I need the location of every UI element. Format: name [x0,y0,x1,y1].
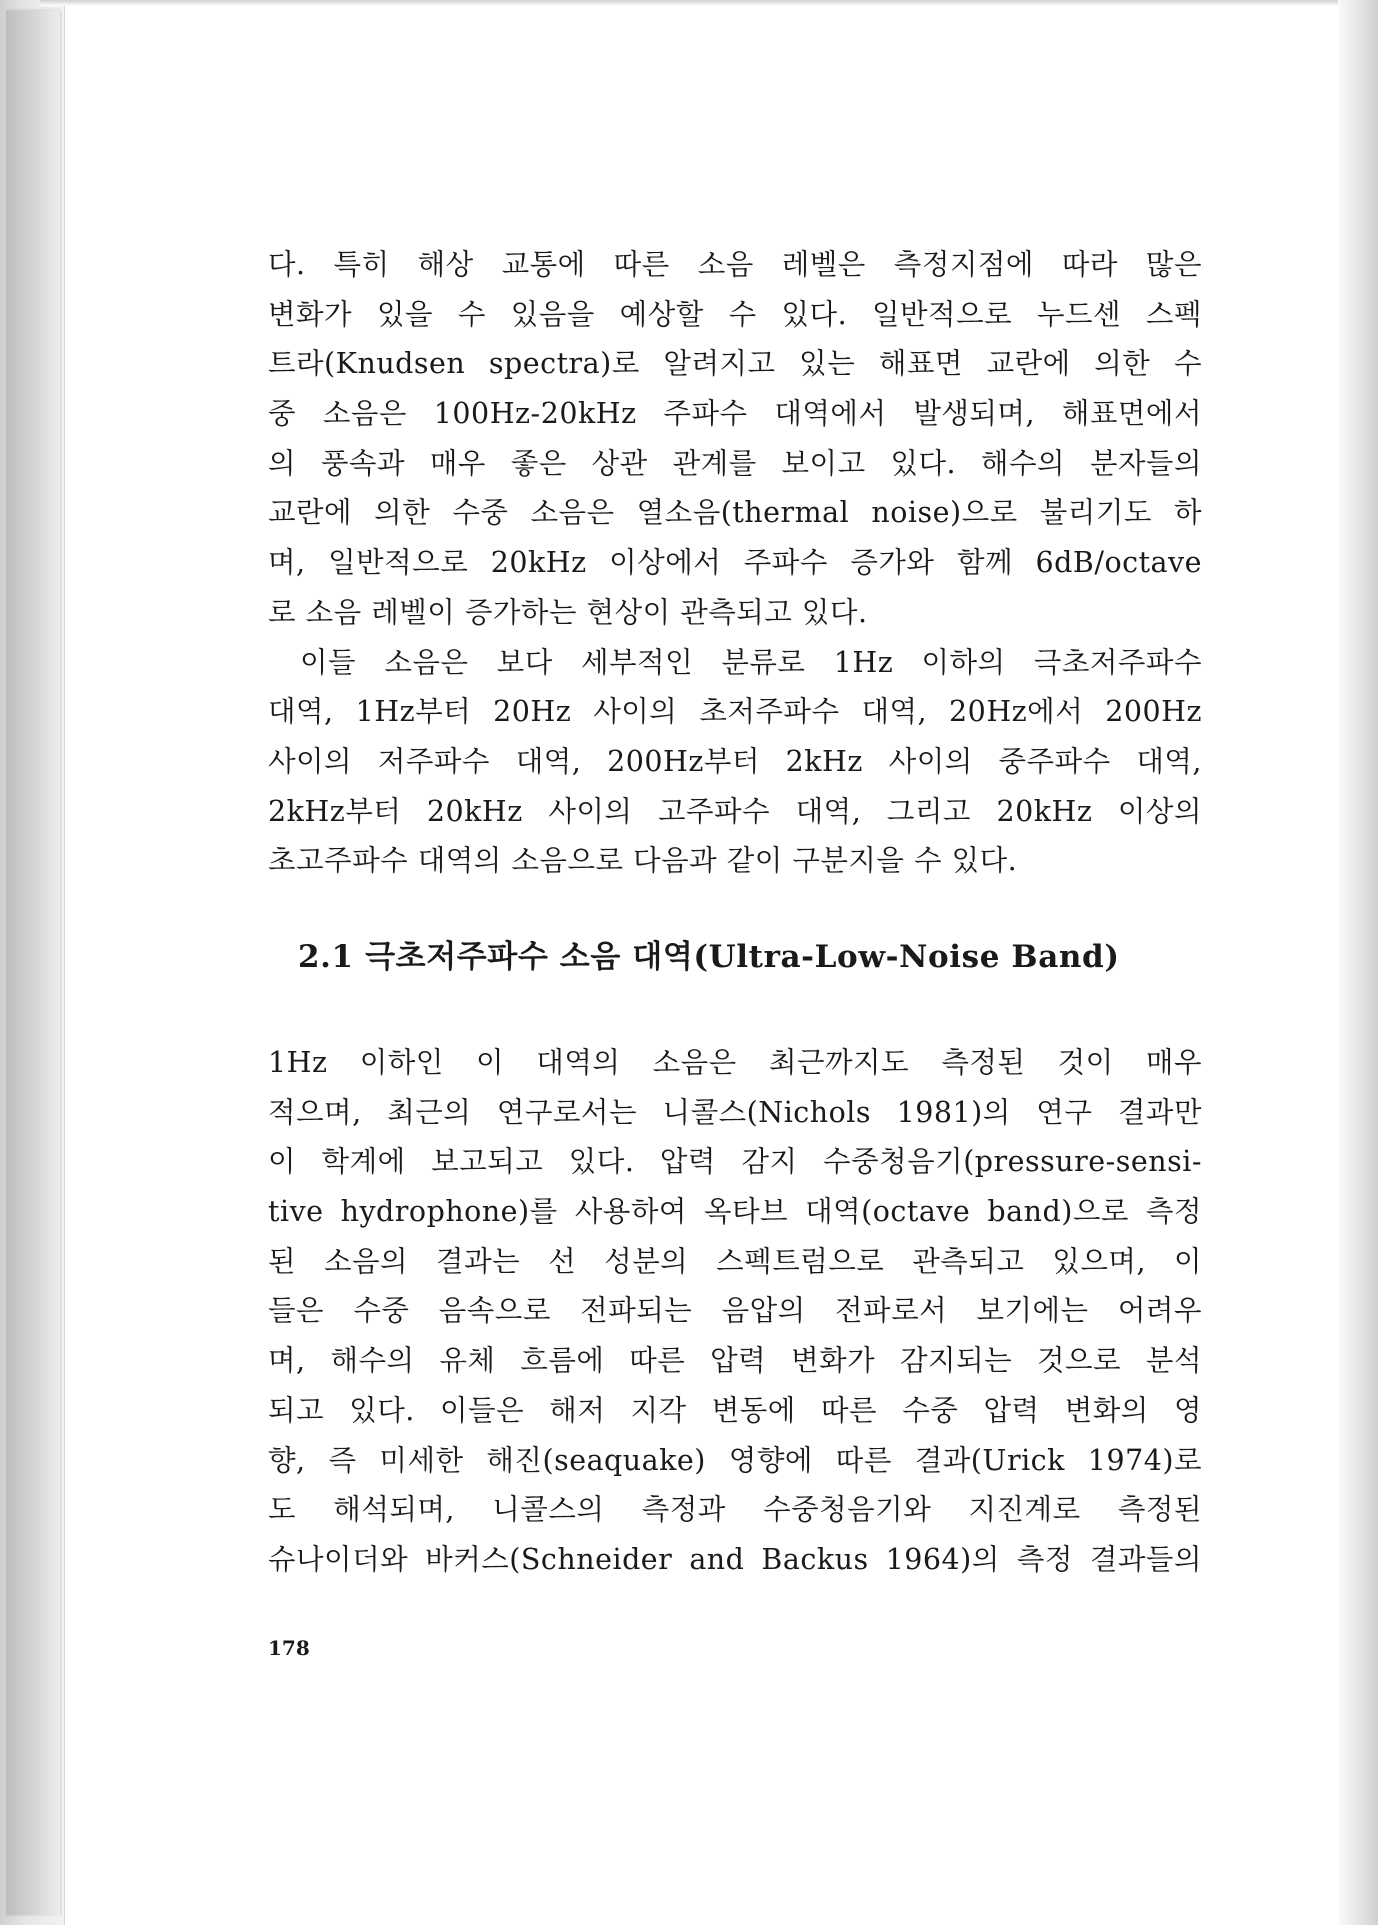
text-line: tive hydrophone)를 사용하여 옥타브 대역(octave band)으로 측정 [268,1195,1202,1229]
text-line: 며, 해수의 유체 흐름에 따른 압력 변화가 감지되는 것으로 분석 [268,1344,1202,1378]
text-line: 트라(Knudsen spectra)로 알려지고 있는 해표면 교란에 의한 수 [268,347,1202,381]
page-edge-stack [6,10,60,1915]
text-line: 교란에 의한 수중 소음은 열소음(thermal noise)으로 불리기도 하 [268,496,1202,530]
text-line: 초고주파수 대역의 소음으로 다음과 같이 구분지을 수 있다. [268,844,1018,878]
page-top-edge [40,0,1340,6]
text-line: 중 소음은 100Hz-20kHz 주파수 대역에서 발생되며, 해표면에서 [268,397,1202,431]
section-heading: 2.1 극초저주파수 소음 대역(Ultra-Low-Noise Band) [298,939,1120,975]
text-line: 1Hz 이하인 이 대역의 소음은 최근까지도 측정된 것이 매우 [268,1046,1202,1079]
text-line: 2kHz부터 20kHz 사이의 고주파수 대역, 그리고 20kHz 이상의 [268,794,1202,828]
paragraph-1 [268,240,1202,638]
text-line: 향, 즉 미세한 해진(seaquake) 영향에 따른 결과(Urick 1974)로 [268,1443,1202,1477]
text-line: 되고 있다. 이들은 해저 지각 변동에 따른 수중 압력 변화의 영 [268,1393,1202,1427]
text-line: 된 소음의 결과는 선 성분의 스펙트럼으로 관측되고 있으며, 이 [268,1244,1202,1278]
text-line: 변화가 있을 수 있음을 예상할 수 있다. 일반적으로 누드센 스펙 [268,297,1202,331]
text-line: 이 학계에 보고되고 있다. 압력 감지 수중청음기(pressure-sensi- [268,1145,1202,1179]
book-gutter-right [1338,0,1378,1925]
text-line: 로 소음 레벨이 증가하는 현상이 관측되고 있다. [268,595,868,629]
text-line: 슈나이더와 바커스(Schneider and Backus 1964)의 측정 결과들의 [268,1542,1202,1576]
text-line: 며, 일반적으로 20kHz 이상에서 주파수 증가와 함께 6dB/octave [268,546,1202,580]
text-line: 도 해석되며, 니콜스의 측정과 수중청음기와 지진계로 측정된 [268,1493,1202,1527]
text-line: 의 풍속과 매우 좋은 상관 관계를 보이고 있다. 해수의 분자들의 [268,446,1202,480]
page-body [268,240,1202,1576]
text-line: 이들 소음은 보다 세부적인 분류로 1Hz 이하의 극초저주파수 [300,645,1202,679]
text-line: 대역, 1Hz부터 20Hz 사이의 초저주파수 대역, 20Hz에서 200Hz [268,695,1202,729]
text-line: 들은 수중 음속으로 전파되는 음압의 전파로서 보기에는 어려우 [268,1294,1202,1328]
text-line: 적으며, 최근의 연구로서는 니콜스(Nichols 1981)의 연구 결과만 [268,1095,1202,1129]
text-line: 다. 특히 해상 교통에 따른 소음 레벨은 측정지점에 따라 많은 [268,248,1202,281]
paragraph-3 [268,1038,1202,1585]
text-line: 사이의 저주파수 대역, 200Hz부터 2kHz 사이의 중주파수 대역, [268,744,1202,778]
page-number: 178 [268,1636,310,1660]
paragraph-2 [268,638,1202,886]
